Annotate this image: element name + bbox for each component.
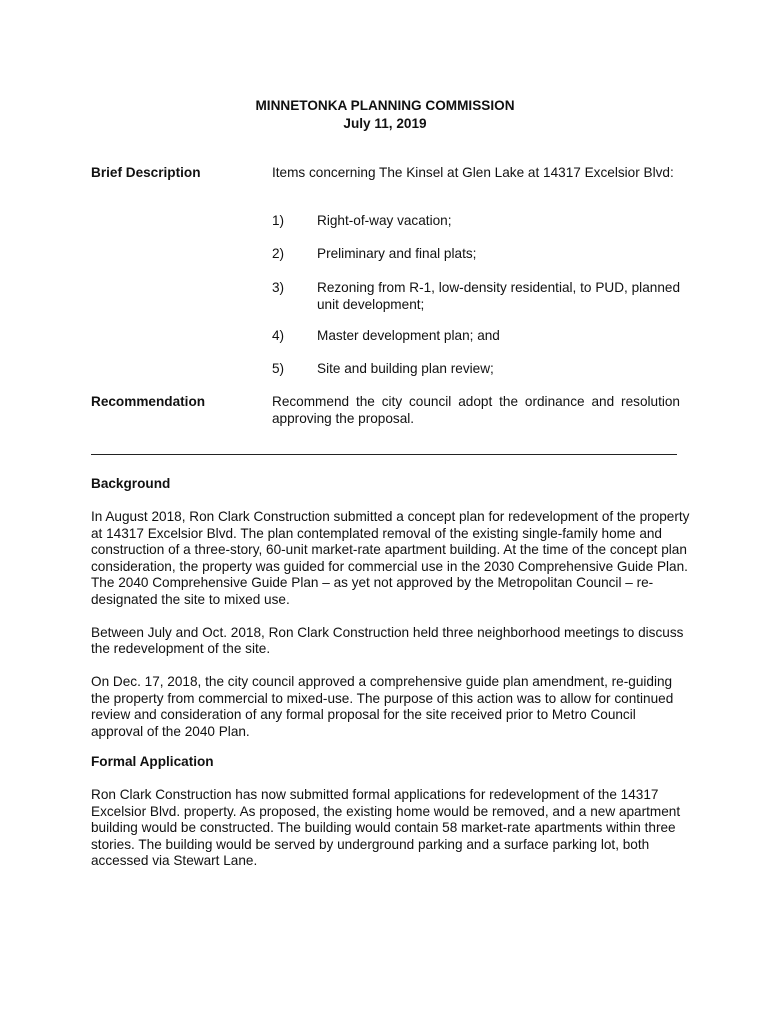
formal-application-heading: Formal Application [91,754,214,769]
formal-application-paragraph: Ron Clark Construction has now submitted formal applications for redevelopment of the 14317 Excelsior Blvd. property. As proposed, the existing home would be removed, and a new apartment building would be constructed. The building would contain 58 market-rate apartments within three stories. The building would be served by underground parking and a surface parking lot, both accessed via Stewart Lane. [91,787,681,868]
list-item: Master development plan; and [317,328,500,343]
background-paragraph: In August 2018, Ron Clark Construction submitted a concept plan for redevelopment of the property at 14317 Excelsior Blvd. The plan contemplated removal of the existing single-family home and construction of a three-story, 60-unit market-rate apartment building. At the time of the concept plan consideration, the property was guided for commercial use in the 2030 Comprehensive Guide Plan. The 2040 Comprehensive Guide Plan – as yet not approved by the Metropolitan Council – re-designated the site to mixed use. [91,509,690,607]
list-item-number: 2) [272,246,285,261]
background-paragraph: Between July and Oct. 2018, Ron Clark Construction held three neighborhood meetings to discuss the redevelopment of the site. [91,624,684,656]
meeting-date: July 11, 2019 [343,116,427,131]
list-item-number: 5) [272,361,285,376]
background-heading: Background [91,476,171,491]
list-item-number: 4) [272,328,285,343]
list-item: Site and building plan review; [317,361,494,376]
page-title: MINNETONKA PLANNING COMMISSION [255,98,515,113]
list-item: Right-of-way vacation; [317,213,452,228]
section-divider [91,454,677,455]
list-item: Rezoning from R-1, low-density residential, to PUD, planned unit development; [317,280,680,312]
recommendation-label: Recommendation [91,394,206,409]
background-body [91,509,691,740]
brief-description-text: Items concerning The Kinsel at Glen Lake at 14317 Excelsior Blvd: [272,165,674,180]
brief-description-label: Brief Description [91,165,201,180]
list-item-number: 1) [272,213,285,228]
recommendation-text: Recommend the city council adopt the ordinance and resolution approving the proposal. [272,394,680,426]
list-item: Preliminary and final plats; [317,246,477,261]
list-item-number: 3) [272,280,285,295]
background-paragraph: On Dec. 17, 2018, the city council approved a comprehensive guide plan amendment, re-guiding the property from commercial to mixed-use. The purpose of this action was to allow for continued review and consideration of any formal proposal for the site received prior to Metro Council approval of the 2040 Plan. [91,674,674,739]
